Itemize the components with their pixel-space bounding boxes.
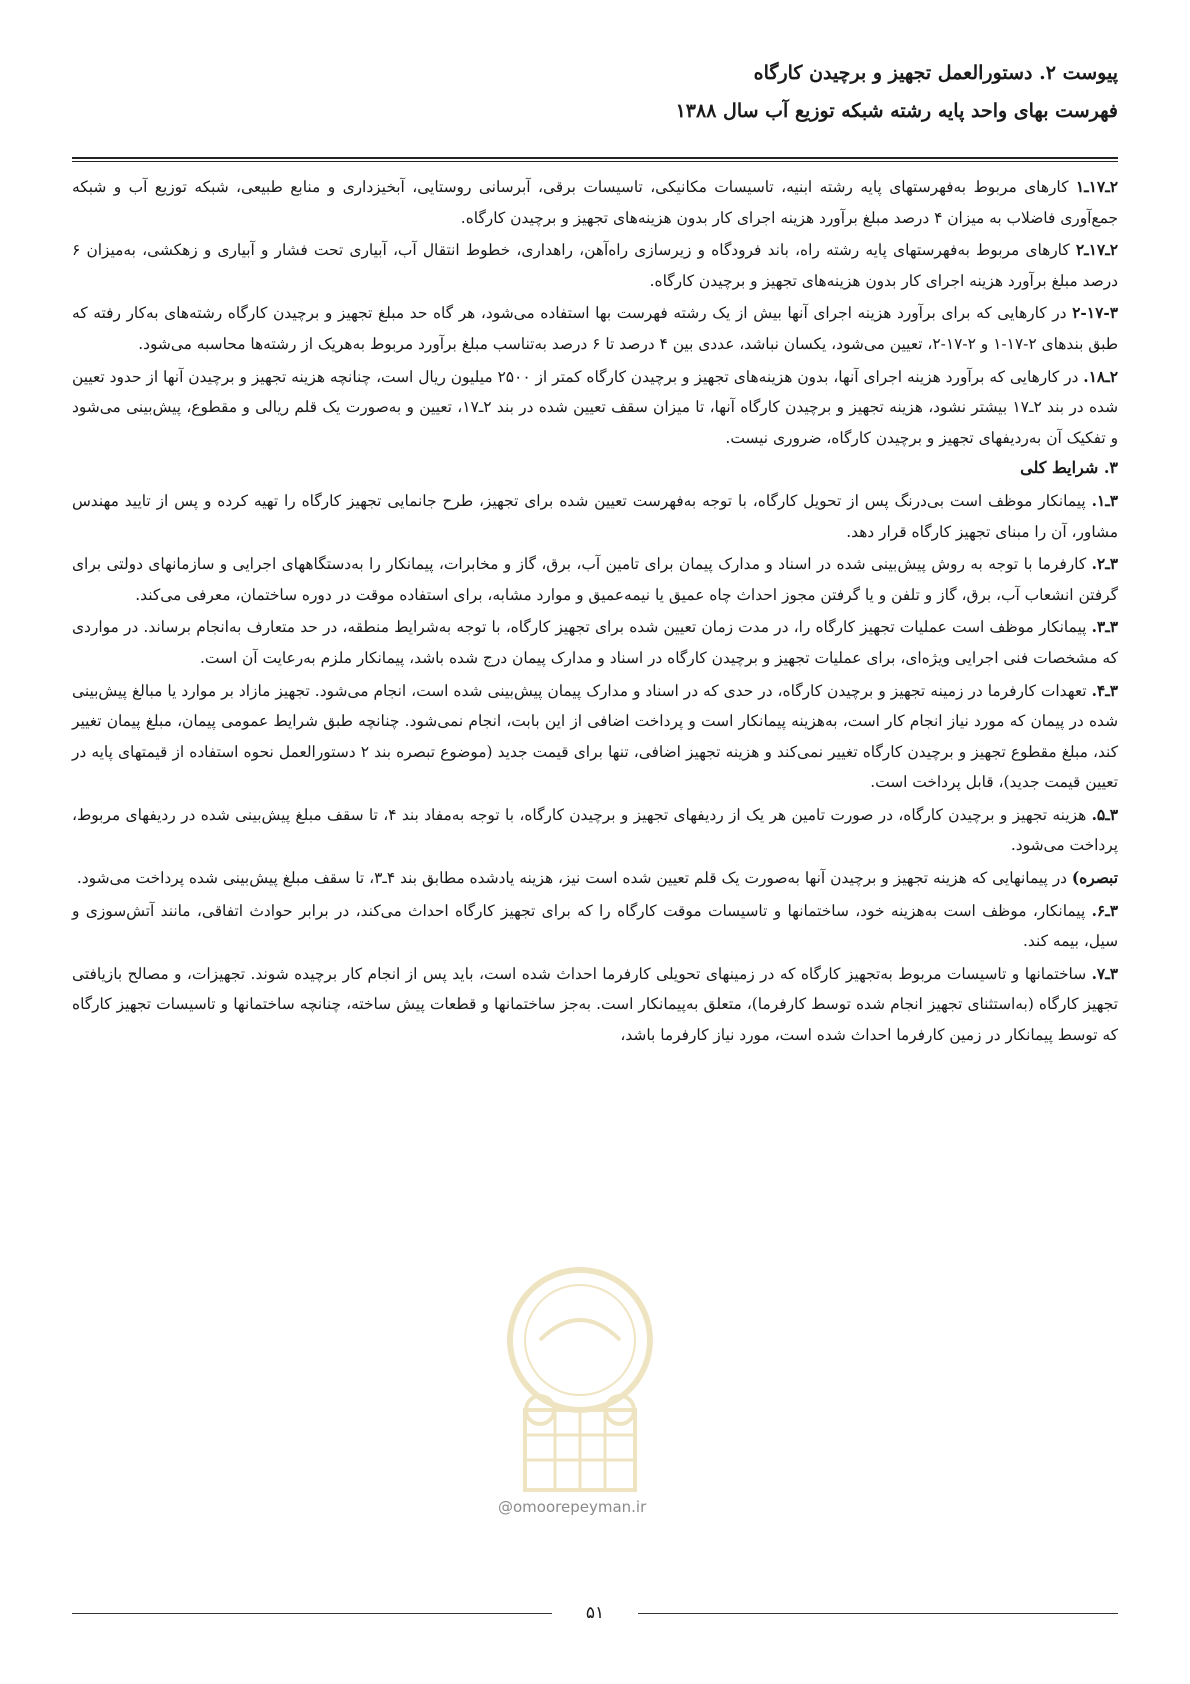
paragraph-3-1 — [72, 486, 1118, 547]
paragraph-number: ۲ـ۱۷ـ۲ — [1075, 241, 1118, 260]
page-footer — [72, 1598, 1118, 1628]
paragraph-text: در کارهایی که برآورد هزینه اجرای آنها، بدون هزینه‌های تجهیز و برچیدن کارگاه کمتر از ۲۵۰۰ میلیون ریال است، چنانچه هزینه تجهیز و برچیدن آنها از حدود تعیین شده در بند ۲ـ۱۷ بیشتر نشود، هزینه تجهیز و برچیدن کارگاه آنها، تا میزان سقف تعیین شده در بند ۲ـ۱۷، تعیین و به‌صورت یک قلم ریالی و مقطوع، پیش‌بینی می‌شود و تفکیک آن به‌ردیفهای تجهیز و برچیدن کارگاه، ضروری نیست. — [72, 367, 1118, 447]
paragraph-text: پیمانکار موظف است عملیات تجهیز کارگاه را، در مدت زمان تعیین شده برای تجهیز کارگاه، با توجه به‌شرایط منطقه، در حد متعارف به‌انجام برساند. در مواردی که مشخصات فنی اجرایی ویژه‌ای، برای عملیات تجهیز و برچیدن کارگاه در اسناد و مدارک پیمان درج شده باشد، پیمانکار ملزم به‌رعایت آن است. — [72, 618, 1118, 667]
paragraph-3-2 — [72, 549, 1118, 610]
paragraph-number: ۳ـ۵. — [1091, 805, 1118, 824]
paragraph-text: کارهای مربوط به‌فهرستهای پایه رشته ابنیه، تاسیسات مکانیکی، تاسیسات برقی، آبرسانی روستایی، آبخیزداری و منابع طبیعی، شبکه توزیع آب و شبکه جمع‌آوری فاضلاب به میزان ۴ درصد مبلغ برآورد هزینه اجرای کار بدون هزینه‌های تجهیز و برچیدن کارگاه. — [72, 178, 1118, 227]
paragraph-number: ۲ـ۱۷ـ۱ — [1075, 178, 1118, 196]
paragraph-text: کارهای مربوط به‌فهرستهای پایه رشته راه، باند فرودگاه و زیرسازی راه‌آهن، راهداری، خطوط انتقال آب، آبیاری تحت فشار و آبیاری و زهکشی، به‌میزان ۶ درصد مبلغ برآورد هزینه اجرای کار بدون هزینه‌های تجهیز و برچیدن کارگاه. — [72, 241, 1118, 290]
paragraph-3-3 — [72, 612, 1118, 673]
watermark-site: @omoorepeyman.ir — [498, 1498, 647, 1516]
paragraph-2-18 — [72, 362, 1118, 454]
header-rule — [72, 157, 1118, 159]
page-header — [72, 56, 1118, 130]
watermark-logo-icon — [470, 1260, 690, 1500]
paragraph-number: ۳ـ۳. — [1091, 618, 1118, 637]
paragraph-text: پیمانکار موظف است بی‌درنگ پس از تحویل کارگاه، با توجه به‌فهرست تعیین شده برای تجهیز، طرح جانمایی تجهیز کارگاه را تهیه کرده و پس از تایید مهندس مشاور، آن را مبنای تجهیز کارگاه قرار دهد. — [72, 491, 1118, 541]
paragraph-number: ۳ـ۷. — [1091, 964, 1118, 983]
paragraph-3-4 — [72, 676, 1118, 798]
paragraph-text: کارفرما با توجه به روش پیش‌بینی شده در اسناد و مدارک پیمان برای تامین آب، برق، گاز و مخابرات، پیمانکار را به‌دستگاههای اجرایی و سازمانهای دولتی برای گرفتن انشعاب آب، برق، گاز و تلفن و یا گرفتن مجوز احداث چاه عمیق یا نیمه‌عمیق و موارد مشابه، برای استفاده موقت در دوره ساختمان، معرفی می‌کند. — [72, 555, 1118, 604]
paragraph-number: ۲ـ۱۸. — [1083, 367, 1118, 386]
paragraph-2-17-1 — [72, 172, 1118, 233]
paragraph-text: پیمانکار، موظف است به‌هزینه خود، ساختمانها و تاسیسات موقت کارگاه را که برای تجهیز کارگاه احداث می‌کند، در برابر حوادث اتفاقی، مانند آتش‌سوزی و سیل، بیمه کند. — [72, 901, 1118, 951]
paragraph-3-6 — [72, 896, 1118, 957]
paragraph-text: در پیمانهایی که هزینه تجهیز و برچیدن آنها به‌صورت یک قلم تعیین شده است نیز، هزینه یادشده مطابق بند ۴ـ۳، تا سقف مبلغ پیش‌بینی شده پرداخت می‌شود. — [76, 869, 1072, 888]
paragraph-text: ساختمانها و تاسیسات مربوط به‌تجهیز کارگاه که در زمینهای تحویلی کارفرما احداث شده است، باید پس از انجام کار برچیده شوند. تجهیزات، و مصالح بازیافتی تجهیز کارگاه (به‌استثنای تجهیز انجام شده توسط کارفرما)، متعلق به‌پیمانکار است. به‌جز ساختمانها و قطعات پیش ساخته، چنانچه ساختمانها و تاسیسات تجهیز کارگاه که توسط پیمانکار در زمین کارفرما احداث شده است، مورد نیاز کارفرما باشد، — [72, 964, 1118, 1045]
paragraph-2-17-3 — [72, 298, 1118, 359]
header-title: پیوست ۲. دستورالعمل تجهیز و برچیدن کارگاه — [753, 62, 1118, 84]
paragraph-number: ۲-۱۷-۳ — [1072, 304, 1118, 323]
body-content — [72, 172, 1118, 1051]
paragraph-3-7 — [72, 959, 1118, 1051]
header-subtitle: فهرست بهای واحد پایه رشته شبکه توزیع آب سال ۱۳۸۸ — [675, 100, 1118, 122]
page-number: ۵۱ — [585, 1603, 605, 1623]
header-rule-thin — [72, 161, 1118, 162]
footer-rule-right — [638, 1613, 1118, 1614]
paragraph-text: تعهدات کارفرما در زمینه تجهیز و برچیدن کارگاه، در حدی که در اسناد و مدارک پیمان پیش‌بینی شده است، انجام می‌شود. تجهیز مازاد بر موارد یا مبالغ پیش‌بینی شده در پیمان که مورد نیاز انجام کار است، به‌هزینه پیمانکار است و پرداخت اضافی از این بابت، انجام نمی‌شود. چنانچه طبق شرایط عمومی پیمان، مبلغ پیمان تغییر کند، مبلغ مقطوع تجهیز و برچیدن کارگاه تغییر نمی‌کند و هزینه تجهیز اضافی، تنها برای قیمت جدید (موضوع تبصره بند ۲ دستورالعمل نحوه استفاده از قیمتهای پایه در تعیین قیمت جدید)، قابل پرداخت است. — [72, 681, 1118, 792]
section-heading: ۳. شرایط کلی — [1020, 458, 1118, 478]
paragraph-note — [72, 863, 1118, 894]
paragraph-number: ۳ـ۴. — [1091, 681, 1118, 700]
paragraph-number: تبصره) — [1071, 869, 1118, 888]
paragraph-number: ۳ـ۲. — [1091, 555, 1118, 574]
paragraph-text: هزینه تجهیز و برچیدن کارگاه، در صورت تامین هر یک از ردیفهای تجهیز و برچیدن کارگاه، با توجه به‌مفاد بند ۴، تا سقف مبلغ پیش‌بینی شده در ردیفهای مربوط، پرداخت می‌شود. — [72, 805, 1118, 855]
paragraph-number: ۳ـ۶. — [1091, 901, 1118, 920]
paragraph-3-5 — [72, 800, 1118, 861]
paragraph-2-17-2 — [72, 235, 1118, 296]
paragraph-number: ۳ـ۱. — [1091, 491, 1118, 510]
paragraph-text: در کارهایی که برای برآورد هزینه اجرای آنها بیش از یک رشته فهرست بها استفاده می‌شود، هر گاه حد مبلغ تجهیز و برچیدن کارگاه رشته‌های به‌کار رفته که طبق بندهای ۲-۱۷-۱ و ۲-۱۷-۲، تعیین می‌شود، یکسان نباشد، عددی بین ۴ درصد تا ۶ درصد به‌تناسب مبلغ برآورد مربوط به‌هریک از رشته‌ها محاسبه می‌شود. — [72, 304, 1118, 353]
